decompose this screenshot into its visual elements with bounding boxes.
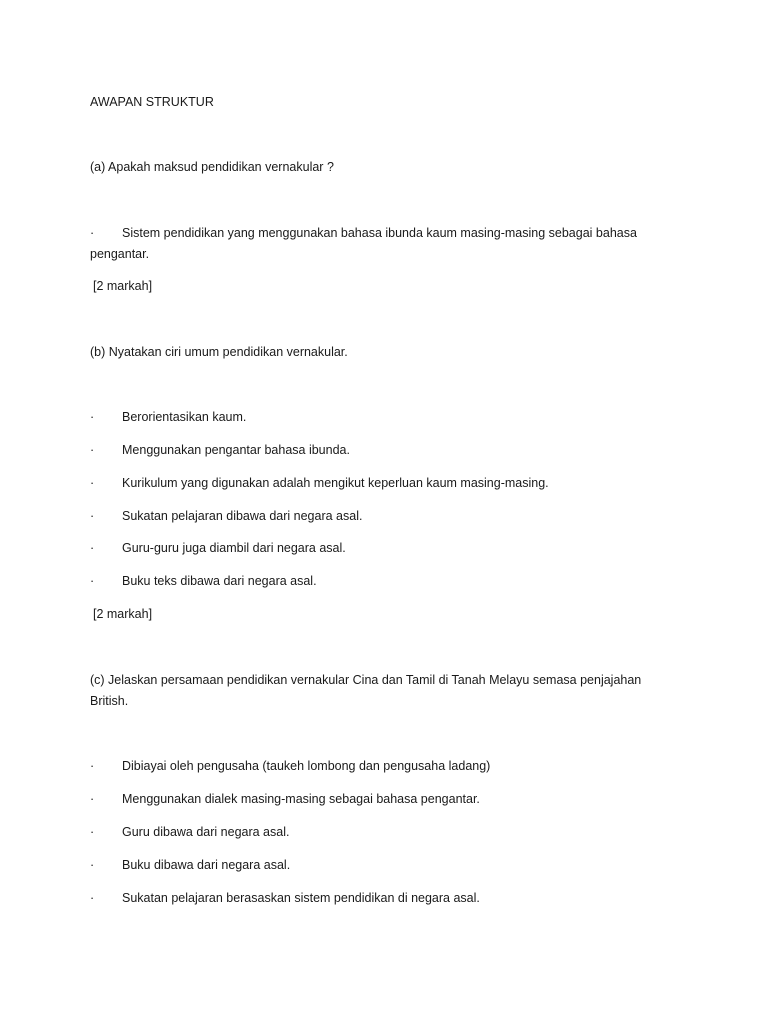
bullet-icon: · — [90, 759, 95, 773]
question-a-answer-line1: Sistem pendidikan yang menggunakan bahasa ibunda kaum masing-masing sebagai bahasa — [122, 226, 637, 240]
bullet-icon: · — [90, 825, 95, 839]
question-b-marks: [2 markah] — [93, 607, 153, 621]
question-a-prompt: (a) Apakah maksud pendidikan vernakular ? — [90, 160, 334, 174]
question-b-prompt: (b) Nyatakan ciri umum pendidikan vernakular. — [90, 345, 348, 359]
answer-text: Sukatan pelajaran dibawa dari negara asal. — [122, 509, 363, 523]
answer-text: Menggunakan dialek masing-masing sebagai bahasa pengantar. — [122, 792, 480, 806]
answer-text: Sukatan pelajaran berasaskan sistem pendidikan di negara asal. — [122, 891, 480, 905]
answer-text: Menggunakan pengantar bahasa ibunda. — [122, 443, 350, 457]
bullet-icon: · — [90, 792, 95, 806]
document-title: AWAPAN STRUKTUR — [90, 95, 214, 109]
bullet-icon: · — [90, 443, 95, 457]
bullet-icon: · — [90, 858, 95, 872]
question-c-prompt-line1: (c) Jelaskan persamaan pendidikan vernakular Cina dan Tamil di Tanah Melayu semasa penjajahan — [90, 673, 642, 687]
bullet-icon: · — [90, 541, 95, 555]
question-c-prompt-line2: British. — [90, 694, 129, 708]
answer-text: Dibiayai oleh pengusaha (taukeh lombong dan pengusaha ladang) — [122, 759, 491, 773]
answer-text: Guru dibawa dari negara asal. — [122, 825, 290, 839]
bullet-icon: · — [90, 574, 95, 588]
bullet-icon: · — [90, 476, 95, 490]
bullet-icon: · — [90, 226, 95, 240]
bullet-icon: · — [90, 509, 95, 523]
answer-text: Guru-guru juga diambil dari negara asal. — [122, 541, 346, 555]
bullet-icon: · — [90, 410, 95, 424]
bullet-icon: · — [90, 891, 95, 905]
answer-text: Buku dibawa dari negara asal. — [122, 858, 291, 872]
question-a-answer-line2: pengantar. — [90, 247, 150, 261]
answer-text: Kurikulum yang digunakan adalah mengikut keperluan kaum masing-masing. — [122, 476, 549, 490]
answer-text: Buku teks dibawa dari negara asal. — [122, 574, 317, 588]
answer-text: Berorientasikan kaum. — [122, 410, 247, 424]
question-a-marks: [2 markah] — [93, 279, 153, 293]
